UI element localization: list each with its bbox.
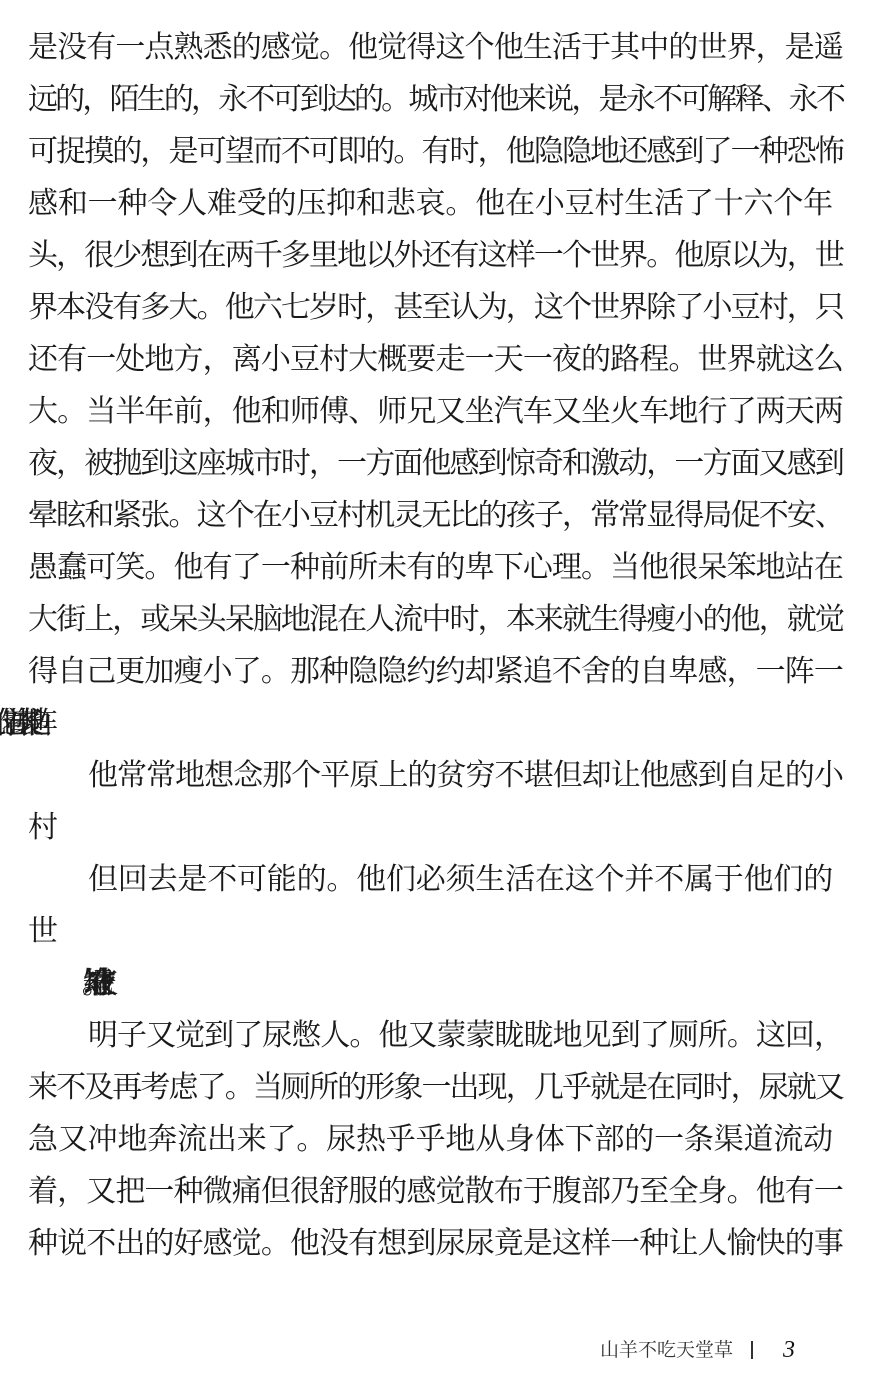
paragraph-first-line: 他常常地想念那个平原上的贫穷不堪但却让他感到自足的小 (88, 758, 843, 793)
text-line: 着，又把一种微痛但很舒服的感觉散布于腹部乃至全身。他有一 (28, 1174, 843, 1209)
text-line (28, 802, 848, 854)
text-line: 界本没有多大。他六七岁时，甚至认为，这个世界除了小豆村，只 (28, 290, 843, 325)
text-line (28, 906, 848, 958)
page-number: 3 (783, 1337, 796, 1363)
text-line: 远的，陌生的，永不可到达的。城市对他来说，是永不可解释、永不 (28, 82, 843, 117)
text-line: 大。当半年前，他和师傅、师兄又坐汽车又坐火车地行了两天两 (28, 394, 843, 429)
text-line: 来不及再考虑了。当厕所的形象一出现，几乎就是在同时，尿就又 (28, 1070, 843, 1105)
paragraph-first-line (28, 958, 848, 1010)
text-line (28, 698, 848, 750)
text-line: 感和一种令人难受的压抑和悲哀。他在小豆村生活了十六个年 (28, 186, 833, 221)
running-book-title: 山羊不吃天堂草 (600, 1339, 734, 1361)
text-line: 头，很少想到在两千多里地以外还有这样一个世界。他原以为，世 (28, 238, 843, 273)
paragraph-first-line: 明子又觉到了尿憋人。他又蒙蒙眬眬地见到了厕所。这回， (88, 1018, 843, 1053)
text-line: 可捉摸的，是可望而不可即的。有时，他隐隐地还感到了一种恐怖 (28, 134, 843, 169)
text-line: 是没有一点熟悉的感觉。他觉得这个他生活于其中的世界，是遥 (28, 30, 843, 65)
text-line: 种说不出的好感觉。他没有想到尿尿竟是这样一种让人愉快的事 (28, 1226, 843, 1261)
text-line: 大街上，或呆头呆脑地混在人流中时，本来就生得瘦小的他，就觉 (28, 602, 843, 637)
text-line: 还有一处地方，离小豆村大概要走一天一夜的路程。世界就这么 (28, 342, 843, 377)
page-footer (600, 1334, 795, 1366)
text-line: 得自己更加瘦小了。那种隐隐约约却紧追不舍的自卑感，一阵一 (28, 654, 843, 689)
page-body (28, 22, 848, 1270)
text-line: 愚蠢可笑。他有了一种前所未有的卑下心理。当他很呆笨地站在 (28, 550, 843, 585)
text-line: 夜，被抛到这座城市时，一方面他感到惊奇和激动，一方面又感到 (28, 446, 843, 481)
text-line: 急又冲地奔流出来了。尿热乎乎地从身体下部的一条渠道流动 (28, 1122, 833, 1157)
paragraph-first-line: 但回去是不可能的。他们必须生活在这个并不属于他们的 (88, 862, 833, 897)
footer-separator (751, 1341, 753, 1359)
text-line: 晕眩和紧张。这个在小豆村机灵无比的孩子，常常显得局促不安、 (28, 498, 843, 533)
